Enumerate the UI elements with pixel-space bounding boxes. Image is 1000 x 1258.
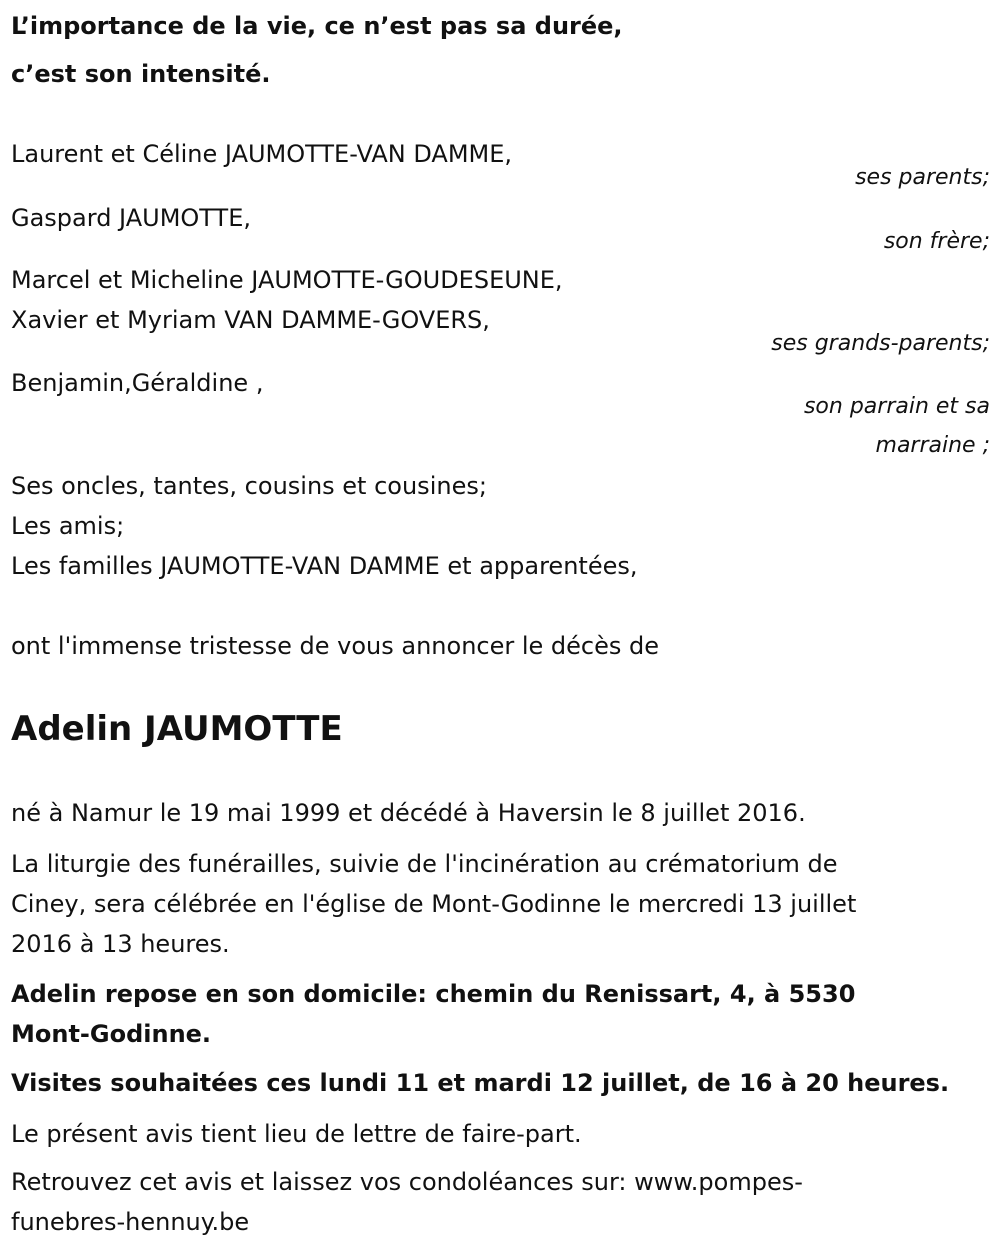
liturgy-line-3: 2016 à 13 heures. [11, 930, 230, 958]
rest-line-2: Mont-Godinne. [11, 1020, 212, 1048]
godparents-names: Benjamin,Géraldine , [11, 369, 264, 397]
liturgy-line-2: Ciney, sera célébrée en l'église de Mont-Godinne le mercredi 13 juillet [11, 890, 857, 918]
others-line-2: Les amis; [11, 512, 125, 540]
birth-death-line: né à Namur le 19 mai 1999 et décédé à Haversin le 8 juillet 2016. [11, 799, 806, 827]
grandparents-line-2: Xavier et Myriam VAN DAMME-GOVERS, [11, 306, 490, 334]
epigraph-line-2: c’est son intensité. [11, 60, 271, 88]
rest-line-1: Adelin repose en son domicile: chemin du Renissart, 4, à 5530 [11, 980, 856, 1008]
grandparents-role: ses grands-parents; [771, 331, 990, 356]
godparents-role-line-1: son parrain et sa [803, 394, 990, 419]
grandparents-line-1: Marcel et Micheline JAUMOTTE-GOUDESEUNE, [11, 266, 563, 294]
liturgy-line-1: La liturgie des funérailles, suivie de l'incinération au crématorium de [11, 850, 838, 878]
others-line-1: Ses oncles, tantes, cousins et cousines; [11, 472, 487, 500]
brother-role: son frère; [883, 229, 990, 254]
visits-line: Visites souhaitées ces lundi 11 et mardi 12 juillet, de 16 à 20 heures. [11, 1069, 950, 1097]
announcement: ont l'immense tristesse de vous annoncer le décès de [11, 632, 660, 660]
brother-name: Gaspard JAUMOTTE, [11, 204, 251, 232]
parents-role: ses parents; [855, 165, 990, 190]
parents-names: Laurent et Céline JAUMOTTE-VAN DAMME, [11, 140, 513, 168]
others-line-3: Les familles JAUMOTTE-VAN DAMME et apparentées, [11, 552, 638, 580]
godparents-role-line-2: marraine ; [875, 433, 990, 458]
website-line-1: Retrouvez cet avis et laissez vos condoléances sur: www.pompes- [11, 1168, 803, 1196]
notice-line: Le présent avis tient lieu de lettre de faire-part. [11, 1120, 582, 1148]
epigraph-line-1: L’importance de la vie, ce n’est pas sa durée, [11, 12, 623, 40]
deceased-name: Adelin JAUMOTTE [11, 709, 343, 749]
website-line-2: funebres-hennuy.be [11, 1208, 250, 1236]
